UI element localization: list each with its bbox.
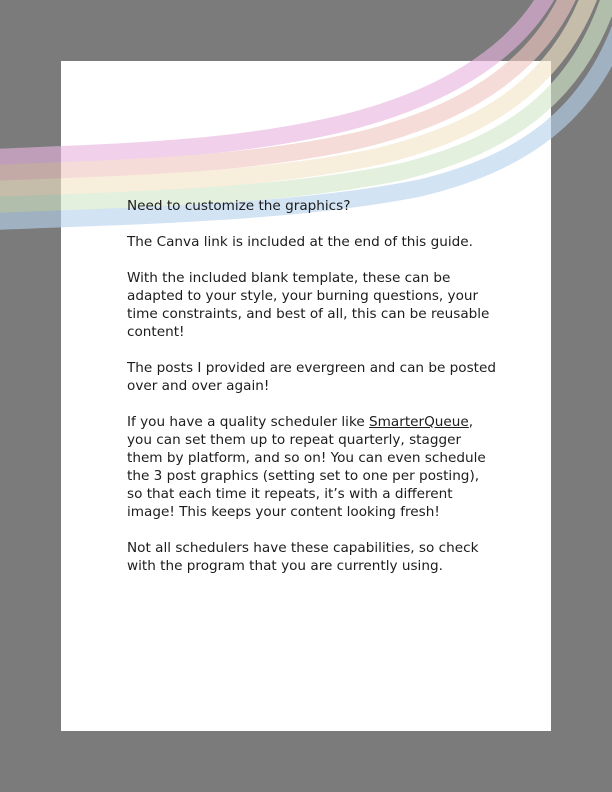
paragraph: With the included blank template, these can be adapted to your style, your burning questions, your time constraints, and best of all, this can be reusable content!: [127, 270, 490, 340]
paragraph-text: , you can set them up to repeat quarterly, stagger them by platform, and so on! You can even schedule the 3 post graphics (setting set to one per posting), so that each time it repeats, it’s with a different image! This keeps your content looking fresh!: [127, 414, 486, 520]
paragraph: The Canva link is included at the end of this guide.: [127, 234, 473, 250]
paragraph: Need to customize the graphics?: [127, 198, 351, 214]
paragraph: The posts I provided are evergreen and can be posted over and over again!: [127, 360, 497, 394]
smarterqueue-link[interactable]: SmarterQueue: [369, 414, 469, 430]
paragraph-text: If you have a quality scheduler like: [127, 414, 370, 430]
paragraph: Not all schedulers have these capabilities, so check with the program that you are currently using.: [127, 540, 479, 574]
paragraph-with-link: [127, 413, 497, 521]
document-body: [127, 197, 497, 593]
